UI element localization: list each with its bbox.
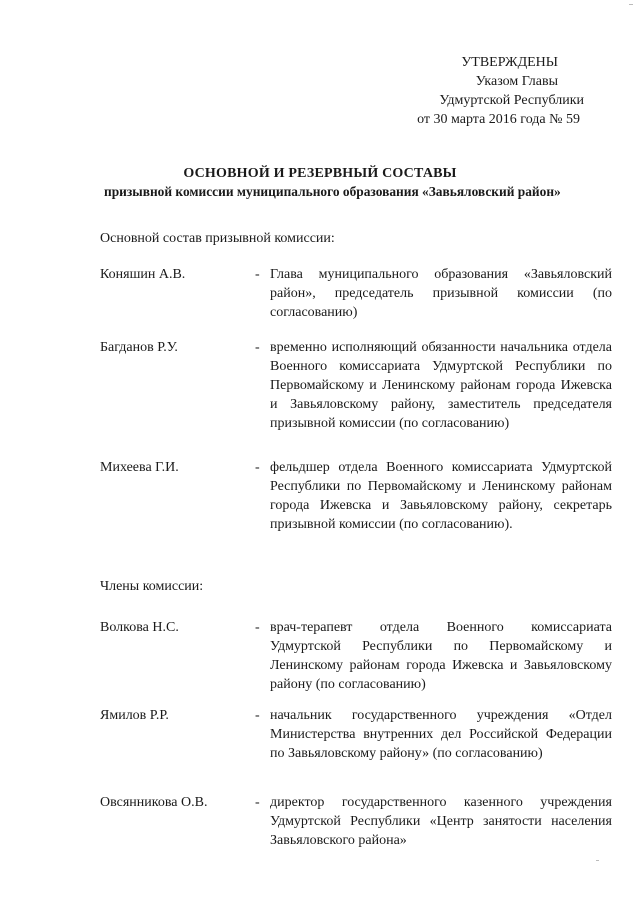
member-name: Багданов Р.У. <box>100 340 178 355</box>
member-dash: - <box>255 340 260 355</box>
member-dash: - <box>255 267 260 282</box>
member-dash: - <box>255 620 260 635</box>
member-dash: - <box>255 708 260 723</box>
members-heading: Члены комиссии: <box>100 579 204 594</box>
member-description: Глава муниципального образования «Завьяловский район», председатель призывной комиссии (по согласованию) <box>270 267 612 320</box>
member-dash: - <box>255 795 260 810</box>
member-name: Коняшин А.В. <box>100 267 186 282</box>
approval-line-approved: УТВЕРЖДЕНЫ <box>461 55 558 70</box>
member-dash: - <box>255 460 260 475</box>
approval-line-republic: Удмуртской Республики <box>439 93 584 108</box>
member-description: временно исполняющий обязанности начальника отдела Военного комиссариата Удмуртской Республики по Первомайскому и Ленинскому районам города Ижевска и Завьяловскому району, заместитель председателя призывной комиссии (по согласованию) <box>270 340 612 431</box>
member-name: Ямилов Р.Р. <box>100 708 169 723</box>
member-name: Михеева Г.И. <box>100 460 179 475</box>
member-name: Волкова Н.С. <box>100 620 179 635</box>
member-name: Овсянникова О.В. <box>100 795 208 810</box>
member-description: начальник государственного учреждения «Отдел Министерства внутренних дел Российской Федерации по Завьяловскому району» (по согласованию) <box>270 708 612 761</box>
member-description: врач-терапевт отдела Военного комиссариата Удмуртской Республики по Первомайскому и Ленинскому районам города Ижевска и Завьяловскому району (по согласованию) <box>270 620 612 692</box>
scan-speck <box>629 4 633 5</box>
approval-block <box>400 53 610 129</box>
scan-speck <box>596 860 599 861</box>
approval-line-decree: Указом Главы <box>475 74 558 89</box>
main-composition-heading: Основной состав призывной комиссии: <box>100 231 335 246</box>
document-title: ОСНОВНОЙ И РЕЗЕРВНЫЙ СОСТАВЫ <box>183 166 457 181</box>
approval-line-date: от 30 марта 2016 года № 59 <box>417 112 580 127</box>
member-description: директор государственного казенного учреждения Удмуртской Республики «Центр занятости населения Завьяловского района» <box>270 795 612 848</box>
member-description: фельдшер отдела Военного комиссариата Удмуртской Республики по Первомайскому и Ленинскому районам города Ижевска и Завьяловскому району, секретарь призывной комиссии (по согласованию). <box>270 460 612 532</box>
document-subtitle: призывной комиссии муниципального образования «Завьяловский район» <box>104 184 561 199</box>
